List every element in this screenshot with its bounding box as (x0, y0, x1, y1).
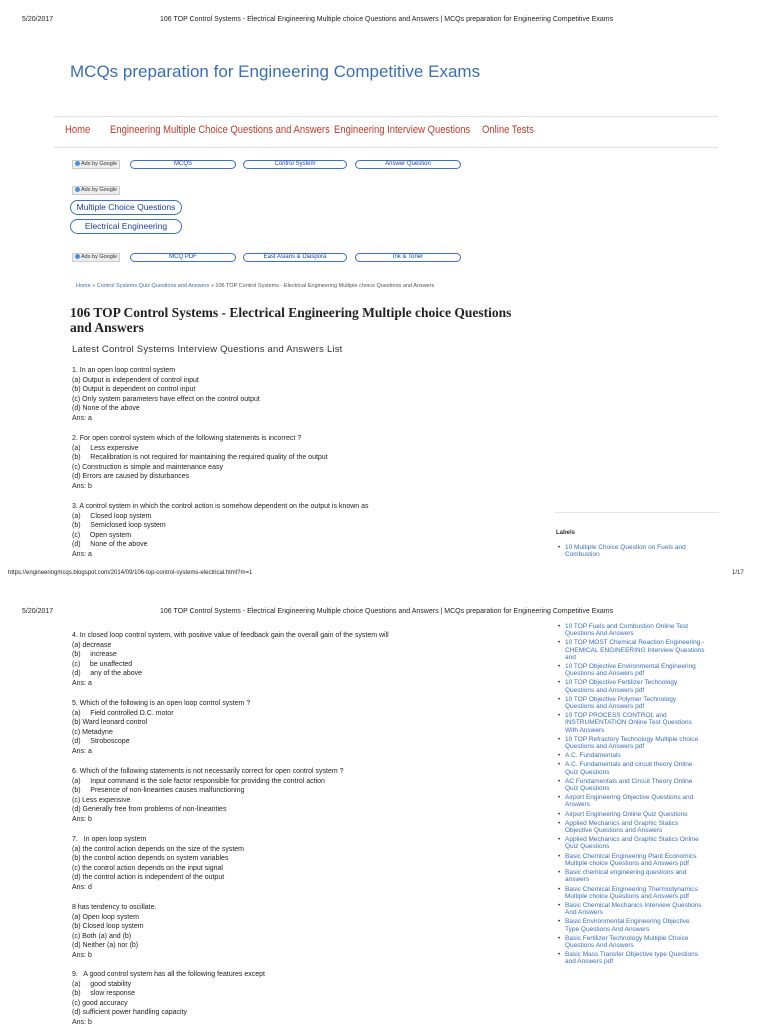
footer-page-number: 1/17 (732, 570, 744, 576)
label-link[interactable]: • Basic chemical engineering questions and answers (556, 869, 705, 883)
breadcrumb (76, 283, 434, 289)
label-link[interactable]: • 10 TOP PROCESS CONTROL and INSTRUMENTATION Online Test Questions With Answers (556, 712, 705, 734)
nav-interview[interactable]: Engineering Interview Questions (334, 124, 471, 136)
ad-pill-answer-question[interactable]: Answer Question (355, 160, 461, 169)
label-link[interactable]: • 10 TOP Objective Polymer Technology Questions and Answers pdf (556, 696, 705, 710)
label-link[interactable]: • Basic Fertilizer Technology Multiple Choice Questions And Answers (556, 935, 705, 949)
label-link[interactable]: • Basic Chemical Engineering Plant Economics Multiple choice Questions and Answers pdf (556, 853, 705, 867)
breadcrumb-sep: » (209, 283, 216, 289)
label-link[interactable]: • AC Fundamentals and Circuit Theory Online Quiz Questions (556, 778, 705, 792)
breadcrumb-sep: » (90, 283, 97, 289)
label-link[interactable]: • 10 TOP Fuels and Combustion Online Test Questions And Answers (556, 623, 705, 637)
info-icon (75, 254, 80, 259)
label-link[interactable]: • Applied Mechanics and Graphic Statics Objective Questions and Answers (556, 820, 705, 834)
ads-by-google-2[interactable] (72, 186, 120, 195)
info-icon (75, 187, 80, 192)
question-8: 8 has tendency to oscillate. (a) Open loop system (b) Closed loop system (c) Both (a) and (b) (d) Neither (a) nor (b) Ans: b (72, 904, 157, 959)
ad-pill-mcq-pdf[interactable]: MCQ PDF (130, 253, 236, 262)
label-link[interactable]: • Airport Engineering Online Quiz Questions (556, 811, 705, 818)
breadcrumb-category[interactable]: Control Systems Quiz Questions and Answers (96, 283, 210, 289)
ad-pill-east-asians[interactable]: East Asians & Diaspora (243, 253, 347, 262)
nav-mcq[interactable]: Engineering Multiple Choice Questions and Answers (110, 124, 330, 136)
info-icon (75, 161, 80, 166)
label-link[interactable]: • Applied Mechanics and Graphic Statics Online Quiz Questions (556, 836, 705, 850)
ad-pill-electrical[interactable]: Electrical Engineering (70, 219, 182, 234)
print-title: 106 TOP Control Systems - Electrical Engineering Multiple choice Questions and Answers | MCQs preparation for Engineering Competitive Exams (160, 16, 614, 23)
label-link[interactable]: • 10 TOP Refractory Technology Multiple choice Questions and Answers pdf (556, 736, 705, 750)
post-title: 106 TOP Control Systems - Electrical Engineering Multiple choice Questions and Answers (70, 305, 512, 335)
ad-pill-mcqs[interactable]: MCQS (130, 160, 236, 169)
ads-by-google-1[interactable] (72, 160, 120, 169)
question-5: 5. Which of the following is an open loop control system ? (a) Field controlled D.C. motor (b) Ward leonard control (c) Metadyne (d) Stroboscope Ans: a (72, 700, 251, 755)
question-3: 3. A control system in which the control action is somehow dependent on the output is known as (a) Closed loop system (b) Semiclosed loop system (c) Open system (d) None of the above Ans: a (72, 503, 369, 558)
question-9: 9. A good control system has all the following features except (a) good stability (b) slow response (c) good accuracy (d) sufficient power handling capacity Ans: b (72, 971, 265, 1026)
labels-list-page1 (556, 544, 705, 560)
label-link[interactable]: • Basic Mass Transfer Objective type Questions and Answers pdf (556, 951, 705, 965)
print-date: 5/20/2017 (22, 16, 54, 23)
question-7: 7. In open loop system (a) the control action depends on the size of the system (b) the control action depends on system variables (c) the control action depends on the input signal (d) the control action is independent of the output Ans: d (72, 836, 244, 891)
subheading: Latest Control Systems Interview Questions and Answers List (72, 344, 343, 355)
label-link[interactable]: • Basic Chemical Mechanics Interview Questions And Answers (556, 902, 705, 916)
label-link[interactable]: • A.C. Fundamentals (556, 752, 705, 759)
ads-label: Ads by Google (81, 161, 118, 167)
question-6: 6. Which of the following statements is not necessarily correct for open control system ? (a) Input command is the sole factor responsible for providing the control action (b) Presence of non-linearities causes malfunctioning (c) Less expensive (d) Generally free from problems of non-linearities Ans: b (72, 768, 344, 823)
labels-list-page2 (556, 623, 705, 968)
question-4: 4. In closed loop control system, with positive value of feedback gain the overall gain of the system will (a) decrease (b) increase (c) be unaffected (d) any of the above Ans: a (72, 632, 389, 687)
main-nav (54, 116, 718, 148)
label-link[interactable]: • 10 TOP Objective Fertilizer Technology Questions and Answers pdf (556, 679, 705, 693)
nav-online-tests[interactable]: Online Tests (482, 124, 534, 136)
labels-heading: Labels (556, 530, 576, 536)
label-link[interactable]: • Basic Chemical Engineering Thermodynamics Multiple choice Questions and Answers pdf (556, 886, 705, 900)
ad-pill-multiple-choice[interactable]: Multiple Choice Questions (70, 200, 182, 215)
question-1: 1. In an open loop control system (a) Output is independent of control input (b) Output is dependent on control input (c) Only system parameters have effect on the control output (d) None of the above Ans: a (72, 367, 260, 422)
label-link[interactable]: • 10 Multiple Choice Question on Fuels and Combustion (556, 544, 705, 558)
label-link[interactable]: • Basic Environmental Engineering Objective Type Questions And Answers (556, 918, 705, 932)
sidebar-divider (555, 512, 719, 513)
label-link[interactable]: • Airport Engineering Objective Questions and Answers (556, 794, 705, 808)
label-link[interactable]: • 10 TOP Objective Environmental Engineering Questions and Answers pdf (556, 663, 705, 677)
print-title-2: 106 TOP Control Systems - Electrical Engineering Multiple choice Questions and Answers | MCQs preparation for Engineering Competitive Exams (160, 608, 614, 615)
label-link[interactable]: • A.C. Fundamentals and circuit theory Online Quiz Questions (556, 761, 705, 775)
question-2: 2. For open control system which of the following statements is incorrect ? (a) Less expensive (b) Recalibration is not required for maintaining the required quality of the output (c) Construction is simple and maintenance easy (d) Errors are caused by disturbances Ans: b (72, 435, 328, 490)
breadcrumb-current: 106 TOP Control Systems - Electrical Engineering Multiple choice Questions and Answers (215, 283, 435, 289)
ad-pill-control-system[interactable]: Control System (243, 160, 347, 169)
print-date-2: 5/20/2017 (22, 608, 54, 615)
site-title[interactable]: MCQs preparation for Engineering Competitive Exams (70, 62, 481, 81)
breadcrumb-home[interactable]: Home (76, 283, 91, 289)
ads-label: Ads by Google (81, 187, 118, 193)
footer-url: https://engineeringmcqs.blogspot.com/2014/09/106-top-control-systems-electrical.html?m=1 (8, 570, 253, 576)
ad-pill-ink-toner[interactable]: Ink & Toner (355, 253, 461, 262)
ads-by-google-3[interactable] (72, 253, 120, 262)
label-link[interactable]: • 10 TOP MOST Chemical Reaction Engineering - CHEMICAL ENGINEERING Interview Questions and (556, 639, 705, 661)
ads-label: Ads by Google (81, 254, 118, 260)
nav-home[interactable]: Home (65, 124, 91, 136)
